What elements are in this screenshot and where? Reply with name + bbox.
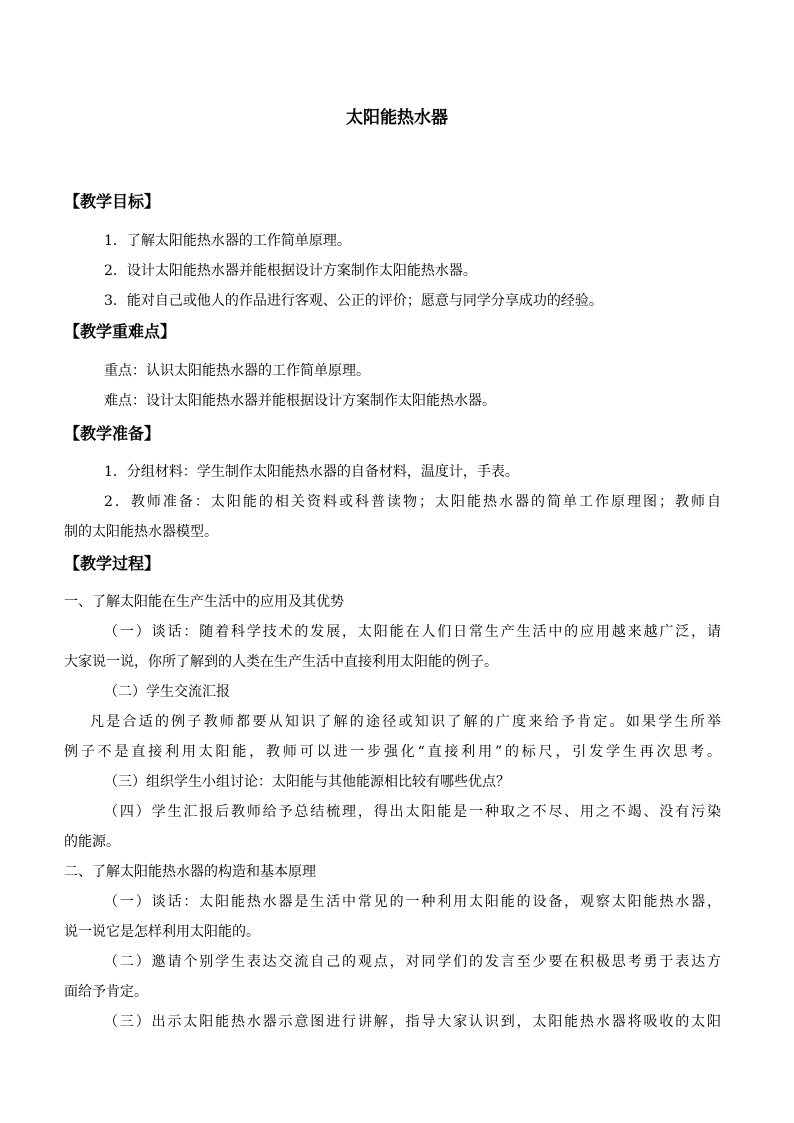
process-paragraph-line: （一）谈话：太阳能热水器是生活中常见的一种利用太阳能的设备，观察太阳能热水器， bbox=[104, 894, 721, 910]
process-paragraph-line: 说一说它是怎样利用太阳能的。 bbox=[64, 924, 260, 940]
key-point-item: 重点：认识太阳能热水器的工作简单原理。 bbox=[104, 363, 370, 379]
goal-item: 1．了解太阳能热水器的工作简单原理。 bbox=[104, 233, 351, 249]
process-paragraph-line: 大家说一说，你所了解到的人类在生产生活中直接利用太阳能的例子。 bbox=[64, 654, 498, 670]
process-paragraph-line: 凡是合适的例子教师都要从知识了解的途径或知识了解的广度来给予肯定。如果学生所举 bbox=[90, 714, 721, 730]
document-title: 太阳能热水器 bbox=[346, 108, 448, 128]
process-paragraph-line: 的能源。 bbox=[64, 834, 120, 850]
section-heading-preparation: 【教学准备】 bbox=[64, 424, 161, 443]
process-paragraph-line: （二）学生交流汇报 bbox=[104, 684, 230, 700]
section-heading-process: 【教学过程】 bbox=[64, 554, 161, 573]
preparation-item: 2．教师准备：太阳能的相关资料或科普读物；太阳能热水器的简单工作原理图；教师自 bbox=[104, 494, 721, 510]
process-paragraph-line: （三）组织学生小组讨论：太阳能与其他能源相比较有哪些优点？ bbox=[104, 774, 510, 790]
goal-item: 3．能对自己或他人的作品进行客观、公正的评价；愿意与同学分享成功的经验。 bbox=[104, 293, 603, 309]
process-subheading: 二、了解太阳能热水器的构造和基本原理 bbox=[64, 864, 316, 880]
key-point-item: 难点：设计太阳能热水器并能根据设计方案制作太阳能热水器。 bbox=[104, 393, 496, 409]
process-paragraph-line: （四）学生汇报后教师给予总结梳理，得出太阳能是一种取之不尽、用之不竭、没有污染 bbox=[104, 804, 721, 820]
process-paragraph-line: （一）谈话：随着科学技术的发展，太阳能在人们日常生产生活中的应用越来越广泛，请 bbox=[104, 624, 721, 640]
preparation-item-continued: 制的太阳能热水器模型。 bbox=[64, 524, 218, 540]
process-paragraph-line: 面给予肯定。 bbox=[64, 984, 148, 1000]
process-paragraph-line: 例子不是直接利用太阳能，教师可以进一步强化“直接利用”的标尺，引发学生再次思考。 bbox=[64, 744, 721, 760]
preparation-item: 1．分组材料：学生制作太阳能热水器的自备材料，温度计，手表。 bbox=[104, 464, 519, 480]
process-paragraph-line: （三）出示太阳能热水器示意图进行讲解，指导大家认识到，太阳能热水器将吸收的太阳 bbox=[104, 1014, 721, 1030]
goal-item: 2．设计太阳能热水器并能根据设计方案制作太阳能热水器。 bbox=[104, 263, 477, 279]
section-heading-key-points: 【教学重难点】 bbox=[64, 322, 177, 341]
process-paragraph-line: （二）邀请个别学生表达交流自己的观点，对同学们的发言至少要在积极思考勇于表达方 bbox=[104, 954, 721, 970]
process-subheading: 一、了解太阳能在生产生活中的应用及其优势 bbox=[64, 594, 344, 610]
section-heading-goals: 【教学目标】 bbox=[64, 192, 161, 211]
